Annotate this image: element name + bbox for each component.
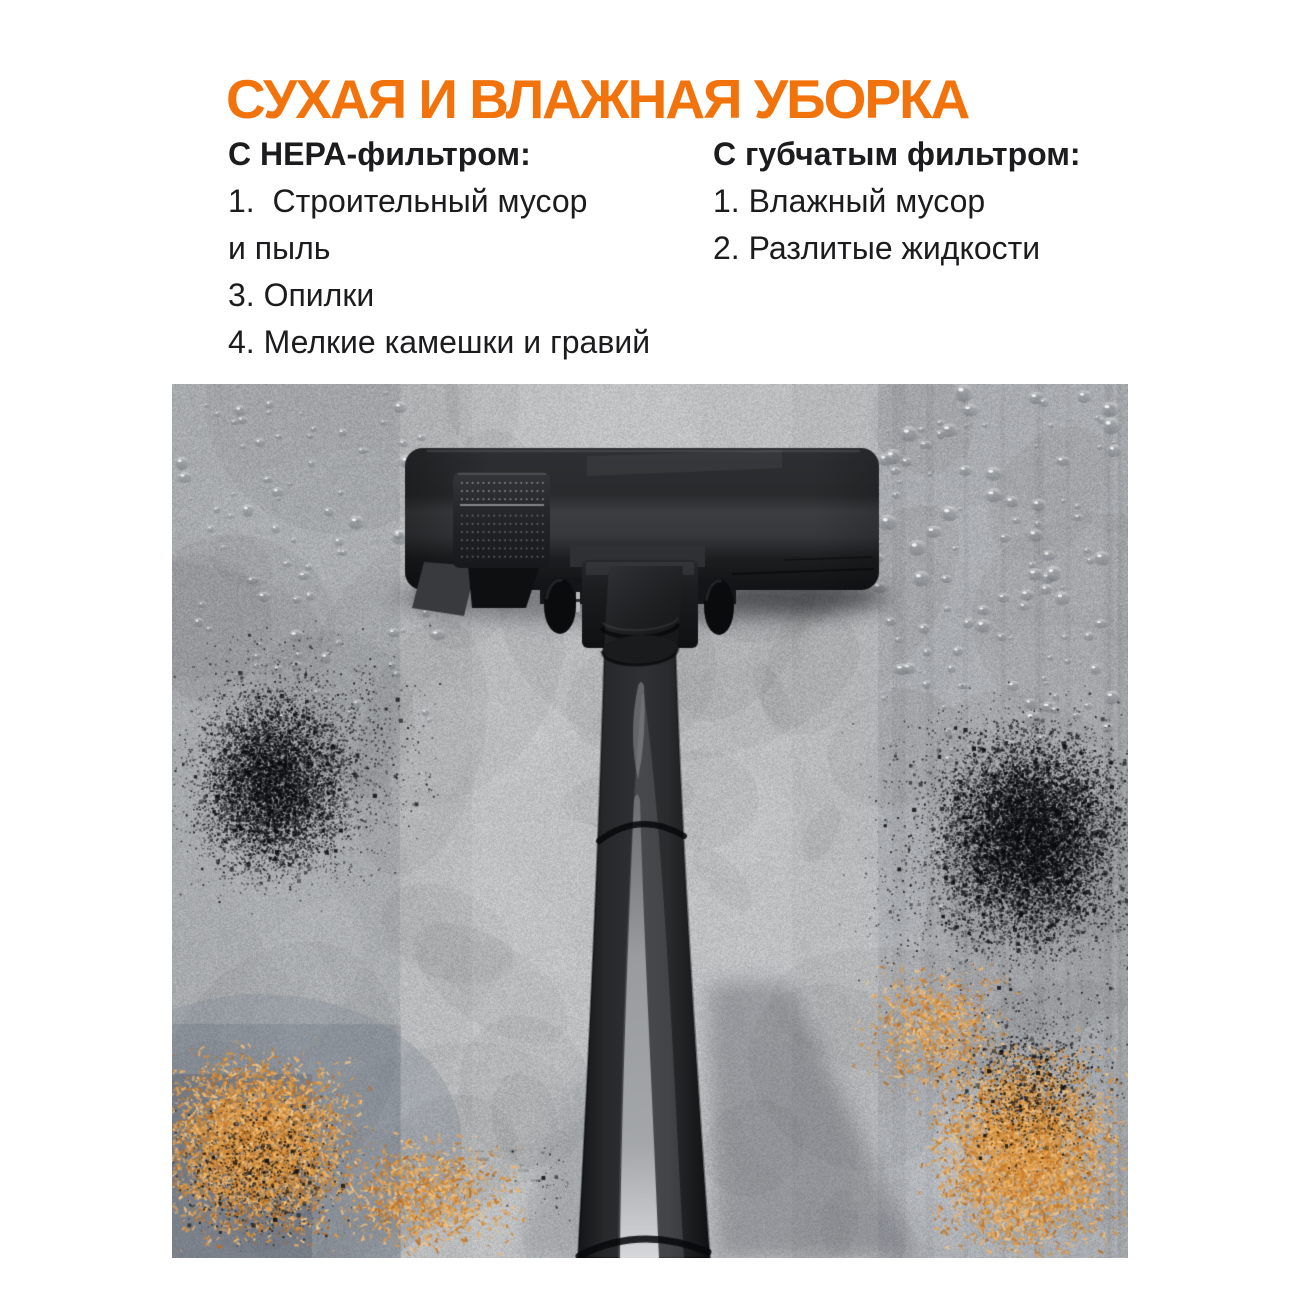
page-title: СУХАЯ И ВЛАЖНАЯ УБОРКА	[226, 67, 969, 130]
hepa-list-item: 1. Строительный мусор	[228, 183, 588, 219]
hepa-filter-column	[228, 131, 698, 366]
hepa-column-heading: С HEPA-фильтром:	[228, 136, 531, 172]
sponge-list-item: 2. Разлитые жидкости	[713, 230, 1041, 266]
sponge-list-item: 1. Влажный мусор	[713, 183, 986, 219]
sponge-column-heading: С губчатым фильтром:	[713, 136, 1081, 172]
vacuum-nozzle-photo	[172, 384, 1128, 1258]
hepa-list-item: 4. Мелкие камешки и гравий	[228, 324, 651, 360]
product-photo	[172, 384, 1128, 1258]
hepa-list-item: 3. Опилки	[228, 277, 375, 313]
sponge-filter-column	[713, 131, 1133, 272]
hepa-list-item: и пыль	[228, 230, 331, 266]
